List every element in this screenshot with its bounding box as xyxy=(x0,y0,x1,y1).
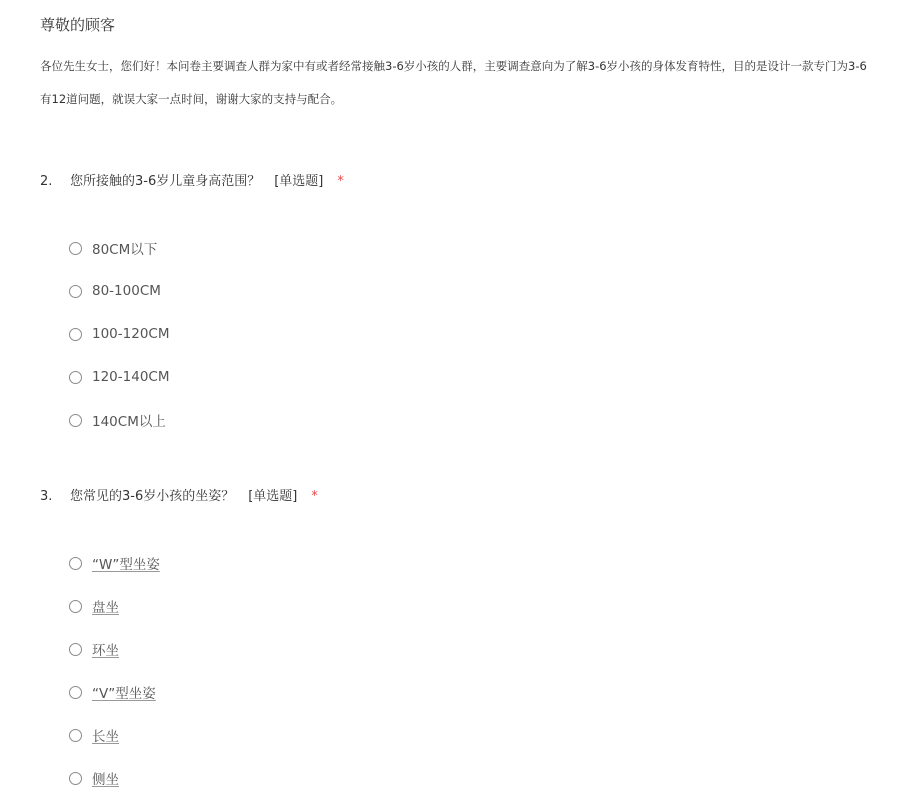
required-mark: * xyxy=(337,174,344,189)
option-label: “W”型坐姿 xyxy=(92,557,160,573)
question-number: 2. xyxy=(40,174,53,189)
option-label: 80CM以下 xyxy=(92,242,158,258)
intro-text-line-2: 有12道问题，就误大家一点时间，谢谢大家的支持与配合。 xyxy=(40,92,343,106)
option-80-100cm[interactable] xyxy=(69,281,161,301)
option-140cm-above[interactable] xyxy=(69,410,166,430)
option-label: 100-120CM xyxy=(92,326,170,342)
question-2-title xyxy=(40,170,344,189)
option-w-sitting[interactable] xyxy=(69,553,160,573)
option-ring-sitting[interactable] xyxy=(69,639,119,659)
option-label: “V”型坐姿 xyxy=(92,686,156,702)
radio-button[interactable] xyxy=(69,285,82,298)
question-type-tag: [单选题] xyxy=(274,174,324,189)
question-number: 3. xyxy=(40,489,53,504)
question-type-tag: [单选题] xyxy=(248,489,298,504)
option-label: 盘坐 xyxy=(92,600,119,616)
required-mark: * xyxy=(311,489,318,504)
radio-button[interactable] xyxy=(69,557,82,570)
radio-button[interactable] xyxy=(69,686,82,699)
intro-text-line-1: 各位先生女士，您们好！本问卷主要调查人群为家中有或者经常接触3-6岁小孩的人群，主要调查意向为了解3-6岁小孩的身体发育特性，目的是设计一款专门为3-6 xyxy=(40,59,867,73)
option-cross-legged[interactable] xyxy=(69,596,119,616)
radio-button[interactable] xyxy=(69,414,82,427)
option-100-120cm[interactable] xyxy=(69,324,169,344)
question-text: 您所接触的3-6岁儿童身高范围？ xyxy=(70,174,261,189)
option-80cm-below[interactable] xyxy=(69,238,157,258)
option-label: 120-140CM xyxy=(92,369,170,385)
radio-button[interactable] xyxy=(69,643,82,656)
option-label: 环坐 xyxy=(92,643,119,659)
option-side-sitting[interactable] xyxy=(69,768,119,788)
option-120-140cm[interactable] xyxy=(69,367,169,387)
radio-button[interactable] xyxy=(69,772,82,785)
radio-button[interactable] xyxy=(69,600,82,613)
radio-button[interactable] xyxy=(69,242,82,255)
question-3-title xyxy=(40,485,318,504)
question-text: 您常见的3-6岁小孩的坐姿？ xyxy=(70,489,235,504)
option-label: 侧坐 xyxy=(92,772,119,788)
option-label: 80-100CM xyxy=(92,283,161,299)
option-v-sitting[interactable] xyxy=(69,682,156,702)
option-label: 长坐 xyxy=(92,729,119,745)
greeting-title: 尊敬的顾客 xyxy=(40,16,116,34)
option-long-sitting[interactable] xyxy=(69,725,119,745)
radio-button[interactable] xyxy=(69,371,82,384)
option-label: 140CM以上 xyxy=(92,414,166,430)
radio-button[interactable] xyxy=(69,328,82,341)
radio-button[interactable] xyxy=(69,729,82,742)
